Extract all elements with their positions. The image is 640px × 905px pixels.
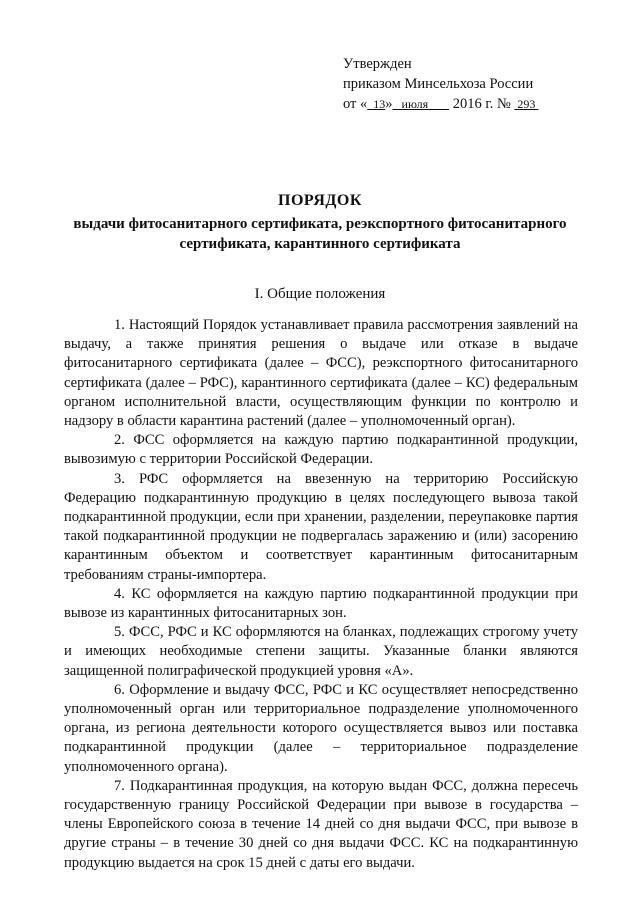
paragraph-6: 6. Оформление и выдачу ФСС, РФС и КС осуществляет непосредственно уполномоченный орган или территориальное подразделение уполномоченного органа, из региона деятельности которого осуществляется вывоз или поставка подкарантинной продукции (далее – территориальное подразделение уполномоченного органа).	[64, 681, 578, 775]
date-day: 13	[373, 97, 386, 111]
approval-line-2: приказом Минсельхоза России	[343, 76, 534, 92]
title-main: ПОРЯДОК	[278, 192, 362, 209]
date-prefix: от «	[343, 96, 368, 112]
document-body	[64, 316, 578, 873]
date-month: июля	[401, 97, 429, 111]
paragraph-5: 5. ФСС, РФС и КС оформляются на бланках, подлежащих строгому учету и имеющих необходимые степени защиты. Указанные бланки являются защищенной полиграфической продукцией уровня «А».	[64, 624, 578, 679]
date-mid: »	[385, 96, 393, 112]
document-title	[40, 191, 600, 254]
paragraph-4: 4. КС оформляется на каждую партию подкарантинной продукции при вывозе из карантинных фитосанитарных зон.	[64, 585, 578, 622]
approval-stamp	[343, 54, 538, 114]
paragraph-3: 3. РФС оформляется на ввезенную на территорию Российскую Федерацию подкарантинную продукцию в целях последующего вывоза такой подкарантинной продукции, если при хранении, разделении, переупаковке партия такой подкарантинной продукции не подвергалась заражению и (или) засорению карантинным объектом и соответствует карантинным фитосанитарным требованиям страны-импортера.	[64, 470, 578, 583]
approval-line-1: Утвержден	[343, 56, 412, 72]
paragraph-1: 1. Настоящий Порядок устанавливает правила рассмотрения заявлений на выдачу, а также принятия решения о выдаче или отказе в выдаче фитосанитарного сертификата (далее – ФСС), реэкспортного фитосанитарного сертификата (далее – РФС), карантинного сертификата (далее – КС) федеральным органом исполнительной власти, осуществляющим функции по контролю и надзору в области карантина растений (далее – уполномоченный орган).	[64, 317, 578, 430]
paragraph-7: 7. Подкарантинная продукция, на которую выдан ФСС, должна пересечь государственную границу Российской Федерации при вывозе в государства – члены Европейского союза в течение 14 дней со дня выдачи ФСС, при вывозе в другие страны – в течение 30 дней со дня выдачи ФСС. КС на подкарантинную продукцию выдается на срок 15 дней с даты его выдачи.	[64, 777, 578, 871]
order-number: 293	[517, 97, 536, 111]
title-line-1: выдачи фитосанитарного сертификата, реэкспортного фитосанитарного	[73, 216, 567, 232]
title-line-2: сертификата, карантинного сертификата	[179, 236, 461, 252]
date-year: 2016 г. №	[452, 96, 511, 112]
section-heading: I. Общие положения	[254, 286, 386, 302]
paragraph-2: 2. ФСС оформляется на каждую партию подкарантинной продукции, вывозимую с территории Российской Федерации.	[64, 432, 578, 468]
approval-date-line	[343, 94, 538, 114]
